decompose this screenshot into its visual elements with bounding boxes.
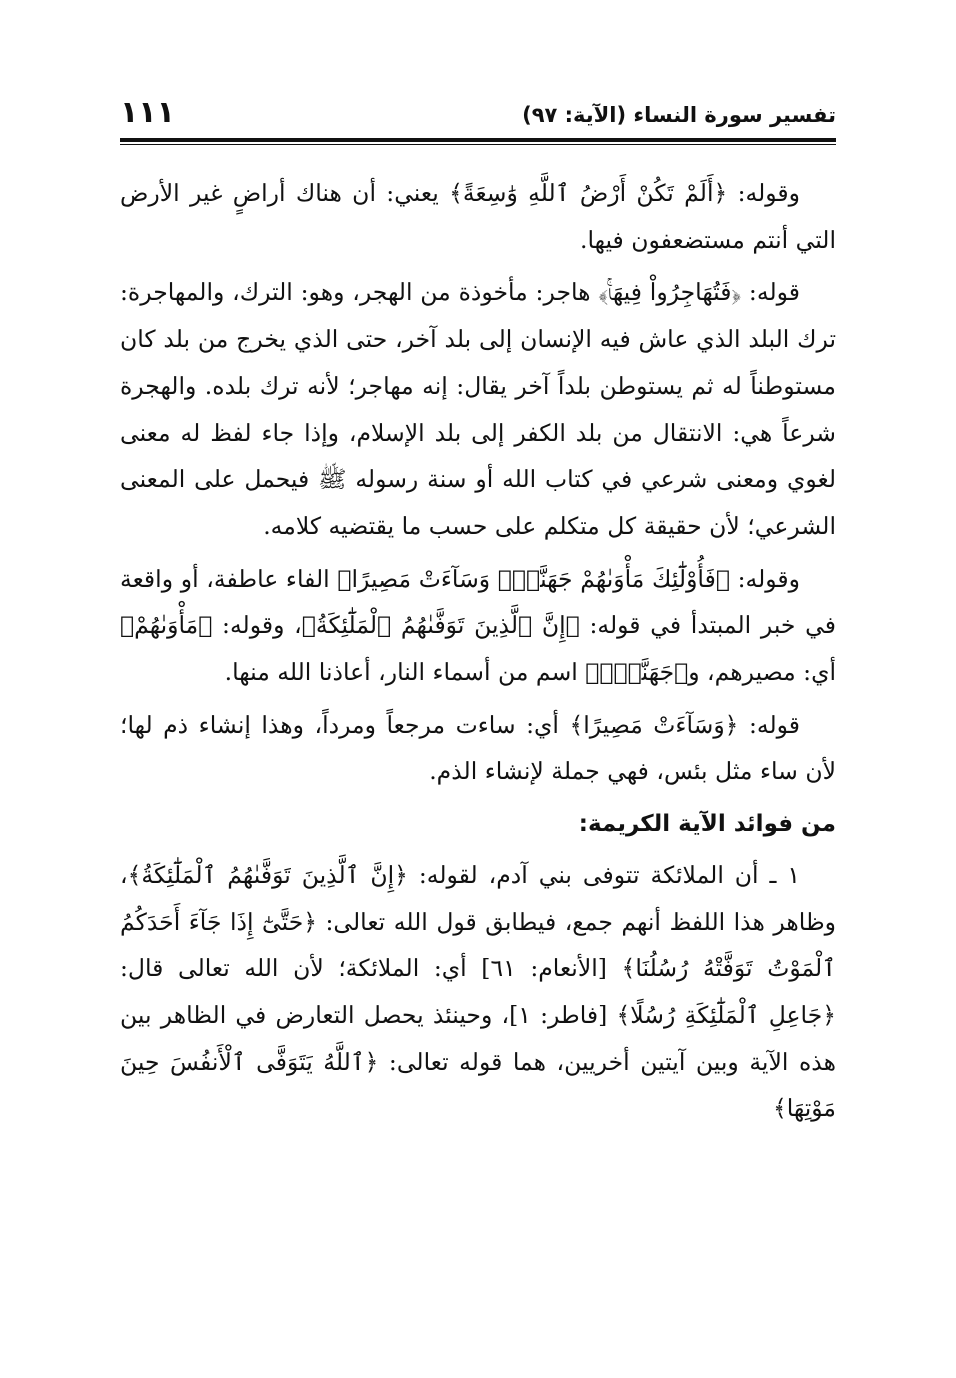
paragraph: قوله: ﴿وَسَآءَتْ مَصِيرًا﴾ أي: ساءت مرجعاً ومرداً، وهذا إنشاء ذم لها؛ لأن ساء مثل بئس، فهي جملة لإنشاء الذم. — [120, 710, 836, 786]
header-rule-thin — [120, 144, 836, 145]
running-title: تفسير سورة النساء (الآية: ٩٧) — [522, 103, 836, 127]
benefit-item: ١ ـ أن الملائكة تتوفى بني آدم، لقوله: ﴿إِنَّ ٱلَّذِينَ تَوَفَّىٰهُمُ ٱلْمَلَٰٓئِكَةُ﴾، وظاهر هذا اللفظ أنهم جمع، فيطابق قول الله تعالى: ﴿حَتَّىٰٓ إِذَا جَآءَ أَحَدَكُمُ ٱلْمَوْتُ تَوَفَّتْهُ رُسُلُنَا﴾ [الأنعام: ٦١] أي: الملائكة؛ لأن الله تعالى قال: ﴿جَاعِلِ ٱلْمَلَٰٓئِكَةِ رُسُلًا﴾ [فاطر: ١]، وحينئذ يحصل التعارض في الظاهر بين هذه الآية وبين آيتين أخريين، هما قوله تعالى: ﴿ٱللَّهُ يَتَوَفَّى ٱلْأَنفُسَ حِينَ مَوْتِهَا﴾ — [120, 860, 836, 1123]
paragraph: وقوله: ﴿فَأُوْلَٰٓئِكَ مَأْوَىٰهُمْ جَهَنَّمُۖ وَسَآءَتْ مَصِيرًا﴾ الفاء عاطفة، أو واقعة في خبر المبتدأ في قوله: ﴿إِنَّ ٱلَّذِينَ تَوَفَّىٰهُمُ ٱلْمَلَٰٓئِكَةُ﴾، وقوله: ﴿مَأْوَىٰهُمْ﴾ أي: مصيرهم، و﴿جَهَنَّمُۖ﴾ اسم من أسماء النار، أعاذنا الله منها. — [120, 564, 836, 687]
header-rule-thick — [120, 138, 836, 142]
page-header — [120, 95, 836, 135]
paragraph: قوله: ﴿فَتُهَاجِرُواْ فِيهَاۚ﴾ هاجر: مأخوذة من الهجر، وهو: الترك، والمهاجرة: ترك البلد الذي عاش فيه الإنسان إلى بلد آخر، حتى الذي يخرج من بلد كان مستوطناً له ثم يستوطن بلداً آخر يقال: إنه مهاجر؛ لأنه ترك بلده. والهجرة شرعاً هي: الانتقال من بلد الكفر إلى بلد الإسلام، وإذا جاء لفظ له معنى لغوي ومعنى شرعي في كتاب الله أو سنة رسوله ﷺ فيحمل على المعنى الشرعي؛ لأن حقيقة كل متكلم على حسب ما يقتضيه كلامه. — [120, 278, 836, 540]
page-number: ١١١ — [120, 95, 175, 130]
page-body — [120, 170, 836, 1138]
section-heading: من فوائد الآية الكريمة: — [578, 811, 836, 838]
paragraph: وقوله: ﴿أَلَمْ تَكُنْ أَرْضُ ٱللَّهِ وَٰسِعَةً﴾ يعني: أن هناك أراضٍ غير الأرض التي أنتم مستضعفون فيها. — [120, 179, 836, 254]
